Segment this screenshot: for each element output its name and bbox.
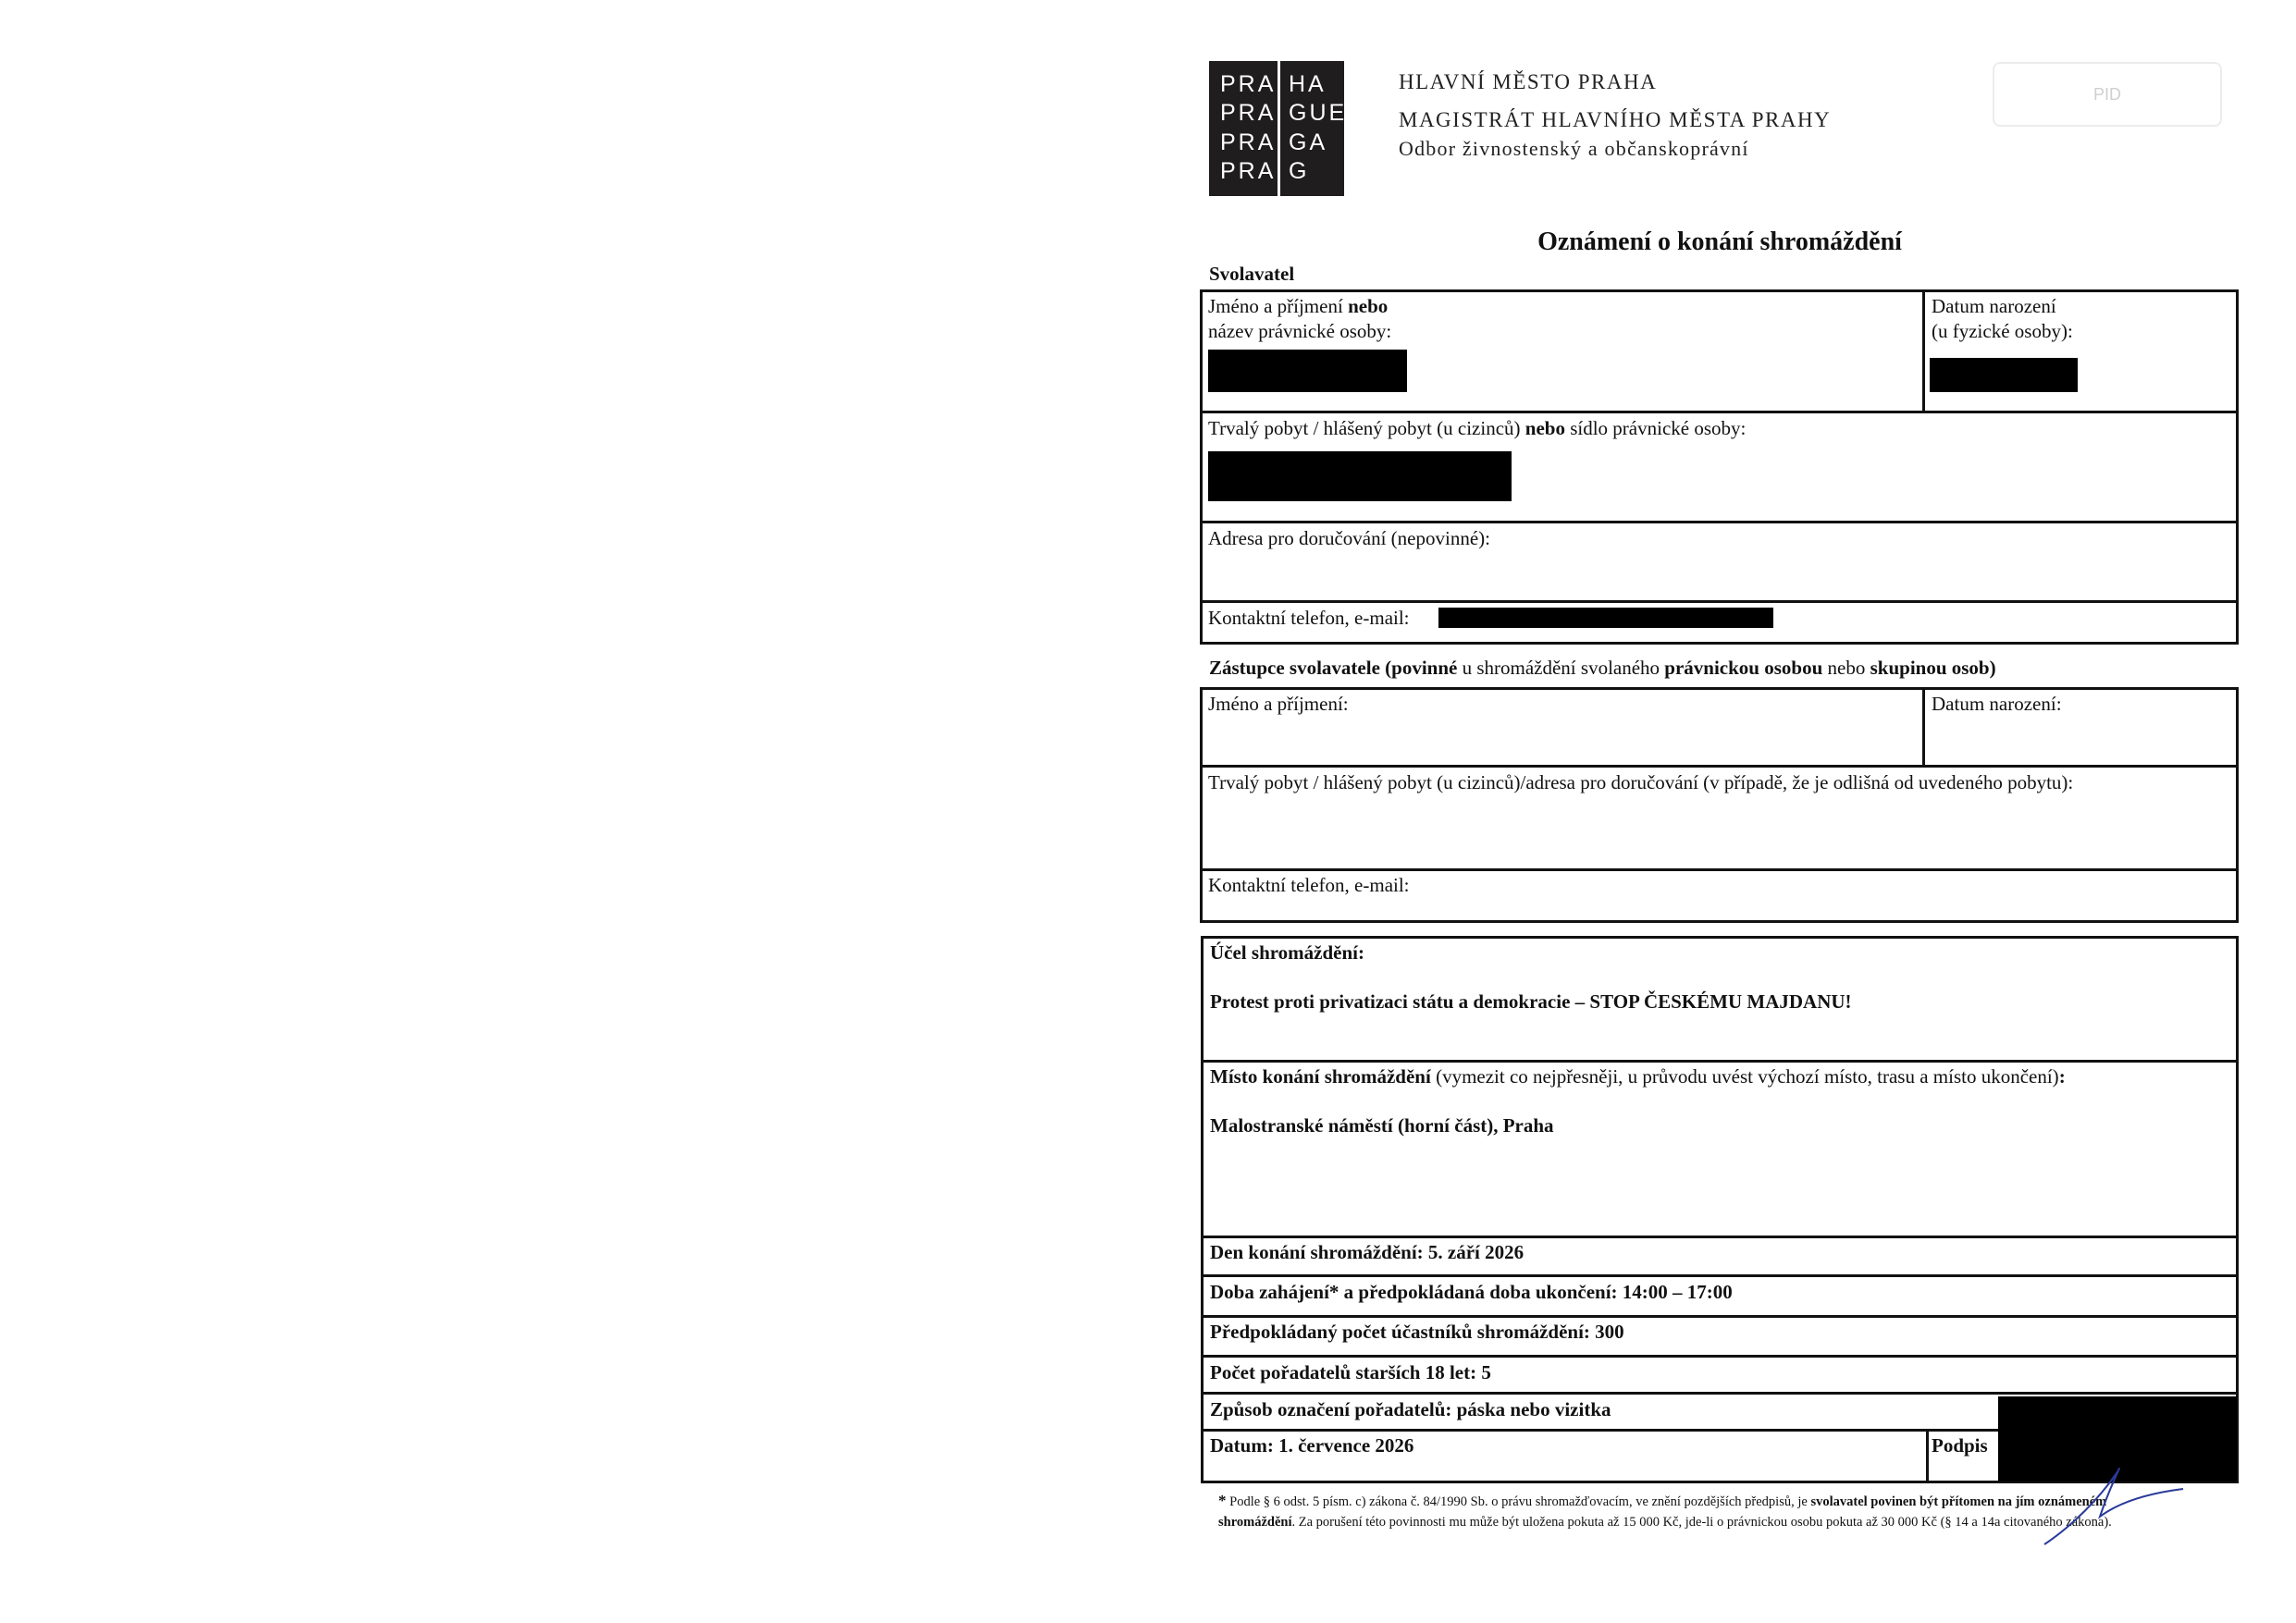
logo-divider [1278,61,1280,196]
label-text: Datum narození [1932,295,2056,317]
signature-stroke [2044,1469,2183,1544]
label-text: (u fyzické osoby): [1932,320,2073,342]
divider [1200,411,2239,413]
signature-label: Podpis [1932,1434,1988,1457]
place-label [1210,1064,2066,1089]
footnote-text: Podle § 6 odst. 5 písm. c) zákona č. 84/1990 Sb. o právu shromažďovacím, ve znění pozdějších předpisů, je [1226,1494,1811,1509]
heading-text: skupinou osob) [1870,657,1996,679]
prague-logo [1209,61,1348,196]
date-line: Den konání shromáždění: 5. září 2026 [1210,1241,1524,1263]
participants-line: Předpokládaný počet účastníků shromáždění: 300 [1210,1321,1624,1343]
logo-text: HA [1289,71,1327,97]
footnote-text: shromáždění [1218,1515,1292,1530]
representative-contact-label: Kontaktní telefon, e-mail: [1208,874,1410,896]
divider [1926,1429,1929,1483]
redacted-name [1208,350,1407,392]
footnote-text: svolavatel povinen být přítomen na jím oznámeném [1810,1494,2107,1509]
divider [1201,1315,2239,1318]
organizer-residence-label [1208,416,1746,441]
header-magistrate: MAGISTRÁT HLAVNÍHO MĚSTA PRAHY [1399,108,1832,131]
form-title: Oznámení o konání shromáždění [1537,227,1902,256]
label-text: nebo [1348,295,1389,317]
divider [1922,687,1925,767]
header-department: Odbor živnostenský a občanskoprávní [1399,137,1749,160]
footnote-star: * [1218,1492,1227,1509]
time-line: Doba zahájení* a předpokládaná doba ukončení: 14:00 – 17:00 [1210,1281,1733,1303]
label-text: (vymezit co nejpřesněji, u průvodu uvést výchozí místo, trasu a místo ukončení) [1430,1065,2059,1088]
logo-text: GUE [1289,100,1348,126]
divider [1201,1355,2239,1358]
heading-text: u shromáždění svolaného [1457,657,1665,679]
logo-text: GA [1289,129,1328,155]
heading-text: Zástupce svolavatele (povinné [1209,657,1458,679]
label-text: Místo konání shromáždění [1210,1065,1431,1088]
organizer-heading: Svolavatel [1209,263,1295,285]
logo-text: PRA [1220,100,1277,126]
logo-text: PRA [1220,158,1277,184]
divider [1922,289,1925,412]
purpose-value: Protest proti privatizaci státu a demokracie – STOP ČESKÉMU MAJDANU! [1210,990,1852,1013]
representative-name-label: Jméno a příjmení: [1208,693,1349,715]
organizer-contact-label: Kontaktní telefon, e-mail: [1208,607,1410,629]
organizer-delivery-label: Adresa pro doručování (nepovinné): [1208,527,1490,549]
divider [1200,600,2239,603]
heading-text: právnickou osobou [1664,657,1823,679]
place-value: Malostranské náměstí (horní část), Praha [1210,1114,1554,1137]
divider [1200,521,2239,523]
pid-field: PID [1993,62,2222,127]
handwritten-signature [2035,1452,2202,1554]
logo-text: G [1289,158,1310,184]
label-text: Jméno a příjmení [1208,295,1349,317]
organizer-dob-label [1932,294,2073,344]
logo-text: PRA [1220,71,1277,97]
representative-dob-label: Datum narození: [1932,693,2062,715]
label-text: Trvalý pobyt / hlášený pobyt (u cizinců) [1208,417,1525,439]
label-text: název právnické osoby: [1208,320,1392,342]
redacted-residence [1208,451,1512,501]
organizers-count-line: Počet pořadatelů starších 18 let: 5 [1210,1361,1491,1383]
header-city: HLAVNÍ MĚSTO PRAHA [1399,70,1658,93]
label-text: sídlo právnické osoby: [1564,417,1747,439]
redacted-dob [1930,358,2078,392]
date-signed: Datum: 1. července 2026 [1210,1434,1414,1457]
divider [1200,765,2239,768]
divider [1201,1060,2239,1063]
heading-text: nebo [1822,657,1870,679]
organizers-marking-line: Způsob označení pořadatelů: páska nebo vizitka [1210,1398,1611,1420]
purpose-label: Účel shromáždění: [1210,941,1365,964]
footnote-text: . Za porušení této povinnosti mu může být uložena pokuta až 15 000 Kč, jde-li o právnickou osobu pokuta až 30 000 Kč (§ 14 a 14a citovaného zákona). [1291,1515,2112,1530]
label-text: : [2058,1065,2066,1088]
representative-heading [1209,656,1996,681]
logo-text: PRA [1220,129,1277,155]
divider [1201,1392,2239,1395]
redacted-contact [1438,608,1773,628]
divider [1200,868,2239,871]
divider [1201,1236,2239,1238]
organizer-name-label [1208,294,1391,344]
divider [1201,1274,2239,1277]
label-text: nebo [1524,417,1565,439]
representative-residence-label: Trvalý pobyt / hlášený pobyt (u cizinců)/adresa pro doručování (v případě, že je odlišná od uvedeného pobytu): [1208,771,2074,793]
